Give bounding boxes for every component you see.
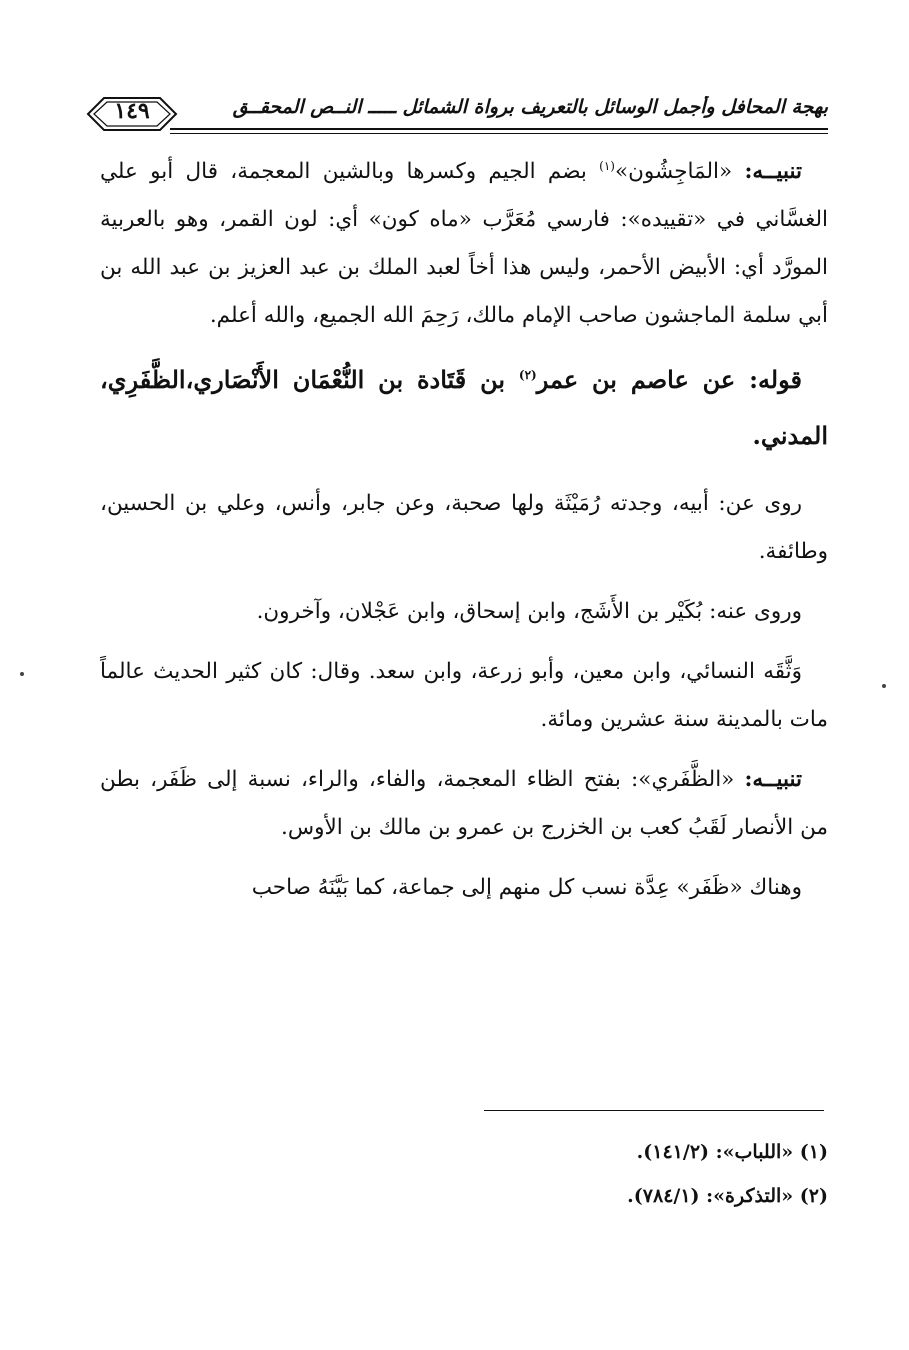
running-header-title: بهجة المحافل وأجمل الوسائل بالتعريف برواة الشمائل ـــــ النــص المحقــق <box>232 96 828 118</box>
page-header <box>82 92 828 140</box>
footnote-2: (٢) «التذكرة»: (٧٨٤/١). <box>627 1185 828 1207</box>
page-number-badge <box>82 92 182 136</box>
footnote-marker-2: (٢) <box>518 368 537 382</box>
page-number: ١٤٩ <box>114 98 150 124</box>
paragraph-note-majishun <box>100 148 828 340</box>
heading-text: قوله: عن عاصم بن عمر <box>536 365 802 394</box>
paragraph-narrated-by: وروى عنه: بُكَيْر بن الأَشَج، وابن إسحاق، وابن عَجْلان، وآخرون. <box>256 599 802 624</box>
section-heading <box>100 352 828 464</box>
paragraph-note-zafari <box>100 756 828 852</box>
paragraph-authentication: وَثَّقَه النسائي، وابن معين، وأبو زرعة، وابن سعد. وقال: كان كثير الحديث عالماً مات بالمدينة سنة عشرين ومائة. <box>100 659 828 732</box>
paragraph-text: بضم الجيم وكسرها وبالشين المعجمة، قال أبو علي الغسَّاني في «تقييده»: فارسي مُعَرَّب «ماه كون» أي: لون القمر، وهو بالعربية المورَّد أي: الأبيض الأحمر، وليس هذا أخاً لعبد الملك بن عبد العزيز بن عبد الله بن أبي سلمة الماجشون صاحب الإمام مالك، رَحِمَ الله الجميع، والله أعلم. <box>100 159 828 328</box>
main-text <box>100 148 828 924</box>
header-rule <box>170 128 828 134</box>
term: «المَاجِشُون» <box>614 159 733 184</box>
paragraph-narrated-from: روى عن: أبيه، وجدته رُمَيْثَة ولها صحبة، وعن جابر، وأنس، وعلي بن الحسين، وطائفة. <box>100 491 828 564</box>
paragraph-continued: وهناك «ظَفَر» عِدَّة نسب كل منهم إلى جماعة، كما بَيَّنَهُ صاحب <box>251 875 802 900</box>
paragraph-text: «الظَّفَري»: بفتح الظاء المعجمة، والفاء، والراء، نسبة إلى ظَفَر، بطن من الأنصار لَقَبُ كعب بن الخزرج بن عمرو بن مالك بن الأوس. <box>100 767 828 840</box>
scan-speck <box>20 672 24 676</box>
footnote-1: (١) «اللباب»: (١٤١/٢). <box>636 1141 828 1163</box>
scan-speck <box>882 684 886 688</box>
footnote-marker-1: (١) <box>599 158 615 173</box>
footnotes <box>100 1130 828 1218</box>
note-label: تنبيــه: <box>744 159 802 184</box>
note-label: تنبيــه: <box>744 767 802 792</box>
footnote-separator <box>484 1110 824 1111</box>
heading-text-continued: بن قَتَادة بن النُّعْمَان الأَنْصَاري،الظَّفَرِي، المدني. <box>100 365 828 450</box>
